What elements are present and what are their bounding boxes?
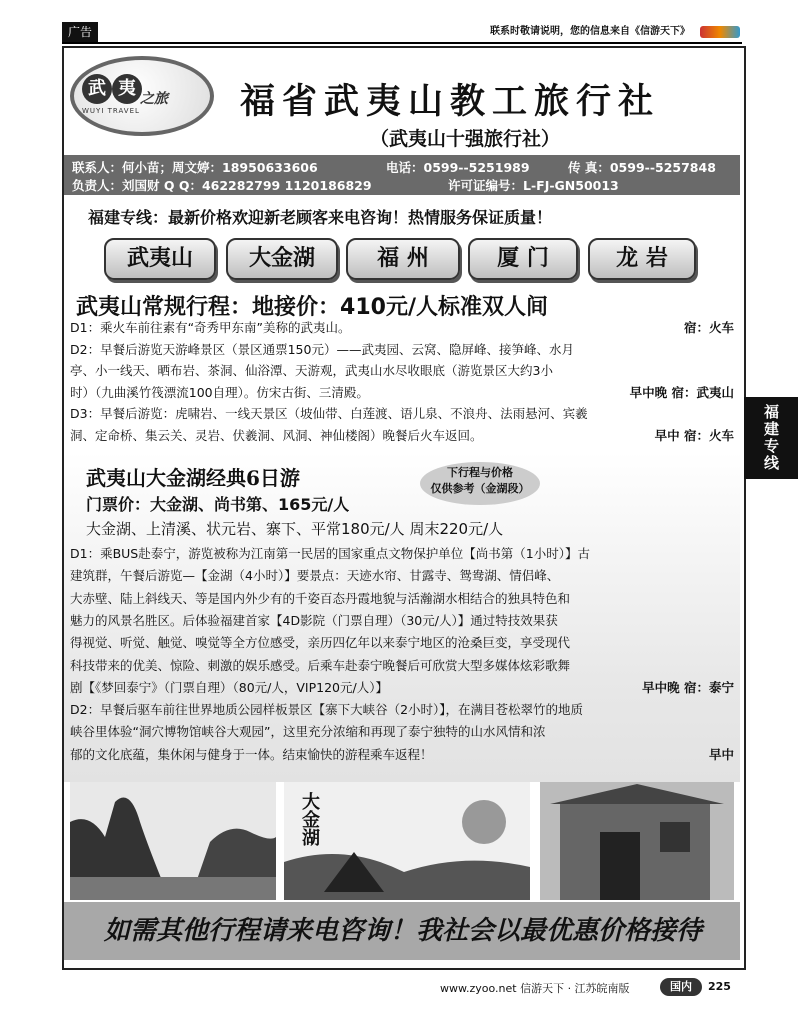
- destination-longyan[interactable]: 龙 岩: [588, 238, 696, 280]
- price-note-bubble: [420, 462, 540, 505]
- section-tag: 国内: [660, 978, 702, 996]
- lake-line: 建筑群，午餐后游览—【金湖（4小时）】要景点：天迹水帘、甘露寺、鸳鸯湖、情侣峰、: [70, 568, 560, 584]
- lake-line: 科技带来的优美、惊险、刺激的娱乐感受。后乘车赴泰宁晚餐后可欣赏大型多媒体炫彩歌舞: [70, 657, 571, 673]
- destination-dajinhu[interactable]: 大金湖: [226, 238, 338, 280]
- agency-title: 福省武夷山教工旅行社: [240, 81, 661, 122]
- photo-dajinhu: [284, 782, 530, 900]
- agency-subtitle: （武夷山十强旅行社）: [369, 128, 560, 150]
- lake-line: D2：早餐后驱车前往世界地质公园样板景区【寨下大峡谷（2小时）】，在满目苍松翠竹的地质: [70, 702, 584, 718]
- bubble-line-1: 下行程与价格: [447, 466, 513, 479]
- contact-band: [64, 155, 740, 195]
- lake-line: 剧【《梦回泰宁》（门票自理）（80元/人，VIP120元/人）】: [70, 679, 388, 695]
- fujian-text: 最新价格欢迎新老顾客来电咨询！热情服务保证质量！: [168, 208, 553, 227]
- page-number: 225: [708, 980, 731, 993]
- regular-meals: 早中晚 宿：武夷山: [629, 384, 734, 400]
- regular-meals: 宿：火车: [683, 320, 734, 335]
- side-tab[interactable]: 福建专线: [744, 397, 798, 479]
- logo-char-2: 夷: [112, 74, 142, 104]
- ad-tag: 广告: [62, 22, 98, 42]
- slogan: 如需其他行程请来电咨询！我社会以最优惠价格接待: [103, 916, 702, 946]
- logo-english: WUYI TRAVEL: [82, 107, 140, 115]
- photo-wuyi-cliffs: [70, 782, 276, 900]
- contact-phone: 电话：0599--5251989: [386, 160, 530, 175]
- photo-caption: 大金湖: [299, 792, 320, 846]
- regular-line: 洞、定命桥、集云关、灵岩、伏羲洞、风洞、神仙楼阁）晚餐后火车返回。: [70, 427, 483, 443]
- logo-char-3: 之旅: [140, 91, 168, 107]
- lake-meals: 早中: [708, 746, 734, 762]
- destination-fuzhou[interactable]: 福 州: [346, 238, 460, 280]
- contact-person: 联系人：何小苗；周文婷：18950633606: [72, 160, 318, 175]
- ticket-price-2: 大金湖、上清溪、状元岩、寨下、平常180元/人 周末220元/人: [86, 520, 504, 538]
- regular-line: 亭、小一线天、晒布岩、茶洞、仙浴潭、天游观，武夷山水尽收眼底（游览景区大约3小: [70, 363, 553, 378]
- regular-line: D2：早餐后游览天游峰景区（景区通票150元）——武夷园、云窝、隐屏峰、接笋峰、水月: [70, 341, 574, 357]
- regular-itinerary-title: [76, 290, 548, 321]
- photo-old-house: [540, 782, 734, 900]
- lake-meals: 早中晚 宿：泰宁: [642, 679, 734, 695]
- destination-wuyishan[interactable]: 武夷山: [104, 238, 216, 280]
- lake-line: 魅力的风景名胜区。后体验福建首家【4D影院（门票自理）（30元/人）】通过特技效果获: [70, 612, 558, 628]
- footer-text: www.zyoo.net 信游天下 · 江苏皖南版: [440, 982, 630, 995]
- lake-tour-title: 武夷山大金湖经典6日游: [86, 466, 300, 490]
- destination-xiamen[interactable]: 厦 门: [468, 238, 578, 280]
- regular-price: 410元/人标准双人间: [340, 295, 548, 320]
- lake-line: 郁的文化底蕴，集休闲与健身于一体。结束愉快的游程乘车返程！: [70, 746, 433, 762]
- fujian-label: 福建专线：: [88, 208, 169, 227]
- regular-meals: 早中 宿：火车: [654, 427, 734, 443]
- regular-line: 时）（九曲溪竹筏漂流100自理）。仿宋古街、三清殿。: [70, 384, 369, 400]
- lake-line: 大赤壁、陆上斜线天、等是国内外少有的千姿百态丹霞地貌与活瀚湖水相结合的独具特色和: [70, 590, 571, 606]
- contact-fax: 传 真：0599--5257848: [568, 160, 716, 175]
- contact-manager: 负责人：刘国财 Q Q：462282799 1120186829: [72, 178, 372, 193]
- bubble-line-2: 仅供参考（金湖段）: [430, 482, 530, 495]
- lake-line: 峡谷里体验“洞穴博物馆峡谷大观园”，这里充分浓缩和再现了泰宁独特的山水风情和浓: [70, 724, 546, 740]
- publisher-logo-icon: [700, 26, 740, 38]
- ticket-price: 门票价：大金湖、尚书第、165元/人: [86, 495, 350, 514]
- regular-line: D1：乘火车前往素有“奇秀甲东南”美称的武夷山。: [70, 320, 351, 335]
- license-number: 许可证编号：L-FJ-GN50013: [448, 178, 619, 193]
- regular-line: D3：早餐后游览：虎啸岩、一线天景区（坡仙带、白莲渡、语儿泉、不浪舟、法雨悬河、宾羲: [70, 406, 588, 421]
- lake-line: 得视觉、听觉、触觉、嗅觉等全方位感受，亲历四亿年以来泰宁地区的沧桑巨变，享受现代: [70, 635, 571, 651]
- fujian-line: [88, 205, 728, 228]
- top-note: 联系时敬请说明，您的信息来自《信游天下》: [490, 26, 690, 37]
- logo-char-1: 武: [82, 74, 112, 104]
- lake-line: D1：乘BUS赴泰宁，游览被称为江南第一民居的国家重点文物保护单位【尚书第（1小时）】古: [70, 546, 590, 561]
- regular-title: 武夷山常规行程：地接价：: [76, 294, 341, 320]
